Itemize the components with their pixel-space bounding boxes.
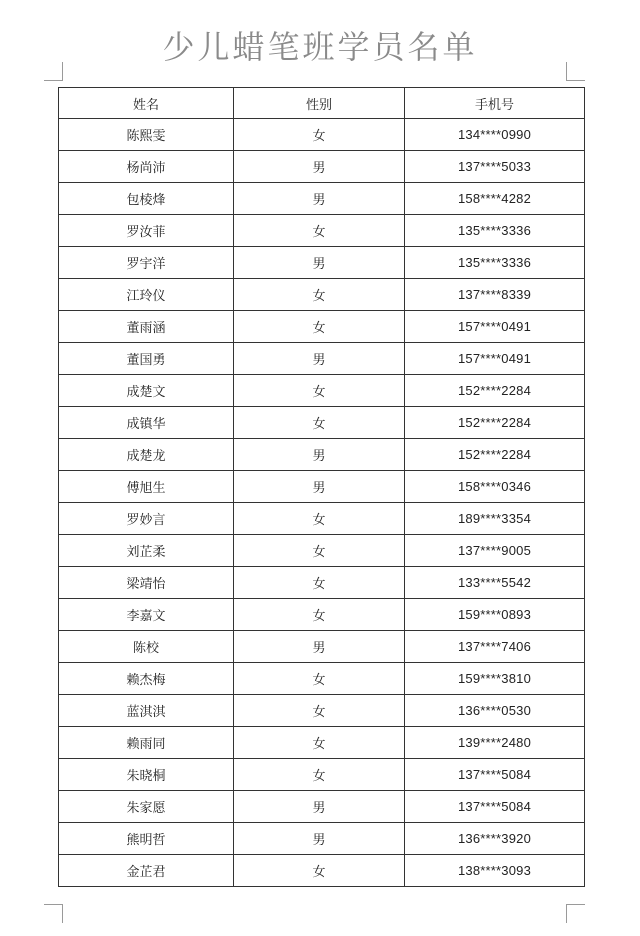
table-row <box>59 855 585 887</box>
cell-phone: 137****5084 <box>405 759 585 791</box>
table-row <box>59 343 585 375</box>
table-row <box>59 311 585 343</box>
cell-name: 蓝淇淇 <box>59 695 234 727</box>
table-row <box>59 375 585 407</box>
cell-name: 成镇华 <box>59 407 234 439</box>
crop-mark-bottom-left <box>44 904 63 923</box>
cell-name: 朱家愿 <box>59 791 234 823</box>
table-body <box>59 119 585 887</box>
table-row <box>59 439 585 471</box>
cell-gender: 男 <box>234 471 405 503</box>
table-row <box>59 247 585 279</box>
cell-name: 董雨涵 <box>59 311 234 343</box>
table-row <box>59 471 585 503</box>
cell-gender: 男 <box>234 631 405 663</box>
cell-gender: 女 <box>234 119 405 151</box>
cell-gender: 男 <box>234 439 405 471</box>
table-row <box>59 279 585 311</box>
cell-phone: 152****2284 <box>405 439 585 471</box>
cell-name: 刘芷柔 <box>59 535 234 567</box>
cell-phone: 133****5542 <box>405 567 585 599</box>
table-row <box>59 503 585 535</box>
table-row <box>59 599 585 631</box>
cell-name: 李嘉文 <box>59 599 234 631</box>
cell-phone: 137****5033 <box>405 151 585 183</box>
cell-name: 金芷君 <box>59 855 234 887</box>
cell-phone: 158****0346 <box>405 471 585 503</box>
cell-name: 熊明哲 <box>59 823 234 855</box>
cell-gender: 男 <box>234 791 405 823</box>
page-title: 少儿蜡笔班学员名单 <box>162 28 478 66</box>
cell-phone: 137****7406 <box>405 631 585 663</box>
cell-phone: 137****5084 <box>405 791 585 823</box>
cell-name: 朱晓桐 <box>59 759 234 791</box>
cell-name: 董国勇 <box>59 343 234 375</box>
table-row <box>59 183 585 215</box>
cell-name: 赖杰梅 <box>59 663 234 695</box>
table-header-row <box>59 88 585 119</box>
cell-gender: 女 <box>234 535 405 567</box>
cell-name: 成楚龙 <box>59 439 234 471</box>
cell-name: 罗汝菲 <box>59 215 234 247</box>
cell-name: 赖雨同 <box>59 727 234 759</box>
cell-gender: 女 <box>234 311 405 343</box>
cell-phone: 136****3920 <box>405 823 585 855</box>
cell-gender: 女 <box>234 375 405 407</box>
cell-name: 陈熙雯 <box>59 119 234 151</box>
cell-gender: 男 <box>234 151 405 183</box>
cell-phone: 189****3354 <box>405 503 585 535</box>
cell-phone: 134****0990 <box>405 119 585 151</box>
cell-phone: 137****8339 <box>405 279 585 311</box>
cell-phone: 159****3810 <box>405 663 585 695</box>
cell-gender: 女 <box>234 567 405 599</box>
cell-gender: 女 <box>234 503 405 535</box>
cell-phone: 157****0491 <box>405 343 585 375</box>
table-row <box>59 631 585 663</box>
cell-gender: 女 <box>234 663 405 695</box>
table-row <box>59 215 585 247</box>
cell-gender: 男 <box>234 183 405 215</box>
table-row <box>59 151 585 183</box>
cell-name: 罗宇洋 <box>59 247 234 279</box>
cell-name: 傅旭生 <box>59 471 234 503</box>
cell-gender: 女 <box>234 599 405 631</box>
cell-phone: 139****2480 <box>405 727 585 759</box>
student-roster-table <box>58 87 585 887</box>
header-phone: 手机号 <box>405 88 585 119</box>
cell-phone: 152****2284 <box>405 375 585 407</box>
cell-phone: 137****9005 <box>405 535 585 567</box>
cell-gender: 女 <box>234 695 405 727</box>
cell-gender: 女 <box>234 727 405 759</box>
table-row <box>59 791 585 823</box>
cell-phone: 138****3093 <box>405 855 585 887</box>
cell-name: 梁靖怡 <box>59 567 234 599</box>
table-row <box>59 407 585 439</box>
cell-phone: 135****3336 <box>405 247 585 279</box>
header-gender: 性别 <box>234 88 405 119</box>
cell-phone: 135****3336 <box>405 215 585 247</box>
cell-phone: 158****4282 <box>405 183 585 215</box>
cell-gender: 男 <box>234 247 405 279</box>
cell-name: 成楚文 <box>59 375 234 407</box>
cell-gender: 男 <box>234 343 405 375</box>
cell-phone: 136****0530 <box>405 695 585 727</box>
table-row <box>59 823 585 855</box>
cell-gender: 女 <box>234 855 405 887</box>
cell-gender: 女 <box>234 759 405 791</box>
cell-phone: 159****0893 <box>405 599 585 631</box>
cell-name: 陈校 <box>59 631 234 663</box>
crop-mark-bottom-right <box>566 904 585 923</box>
table-row <box>59 727 585 759</box>
table-row <box>59 663 585 695</box>
crop-mark-top-left <box>44 62 63 81</box>
table-row <box>59 695 585 727</box>
cell-phone: 152****2284 <box>405 407 585 439</box>
cell-name: 江玲仪 <box>59 279 234 311</box>
table-row <box>59 535 585 567</box>
cell-phone: 157****0491 <box>405 311 585 343</box>
crop-mark-top-right <box>566 62 585 81</box>
table-row <box>59 759 585 791</box>
cell-name: 包棱烽 <box>59 183 234 215</box>
header-name: 姓名 <box>59 88 234 119</box>
table-row <box>59 119 585 151</box>
cell-gender: 女 <box>234 279 405 311</box>
cell-gender: 女 <box>234 215 405 247</box>
table-row <box>59 567 585 599</box>
cell-gender: 女 <box>234 407 405 439</box>
cell-name: 罗妙言 <box>59 503 234 535</box>
cell-name: 杨尚沛 <box>59 151 234 183</box>
cell-gender: 男 <box>234 823 405 855</box>
